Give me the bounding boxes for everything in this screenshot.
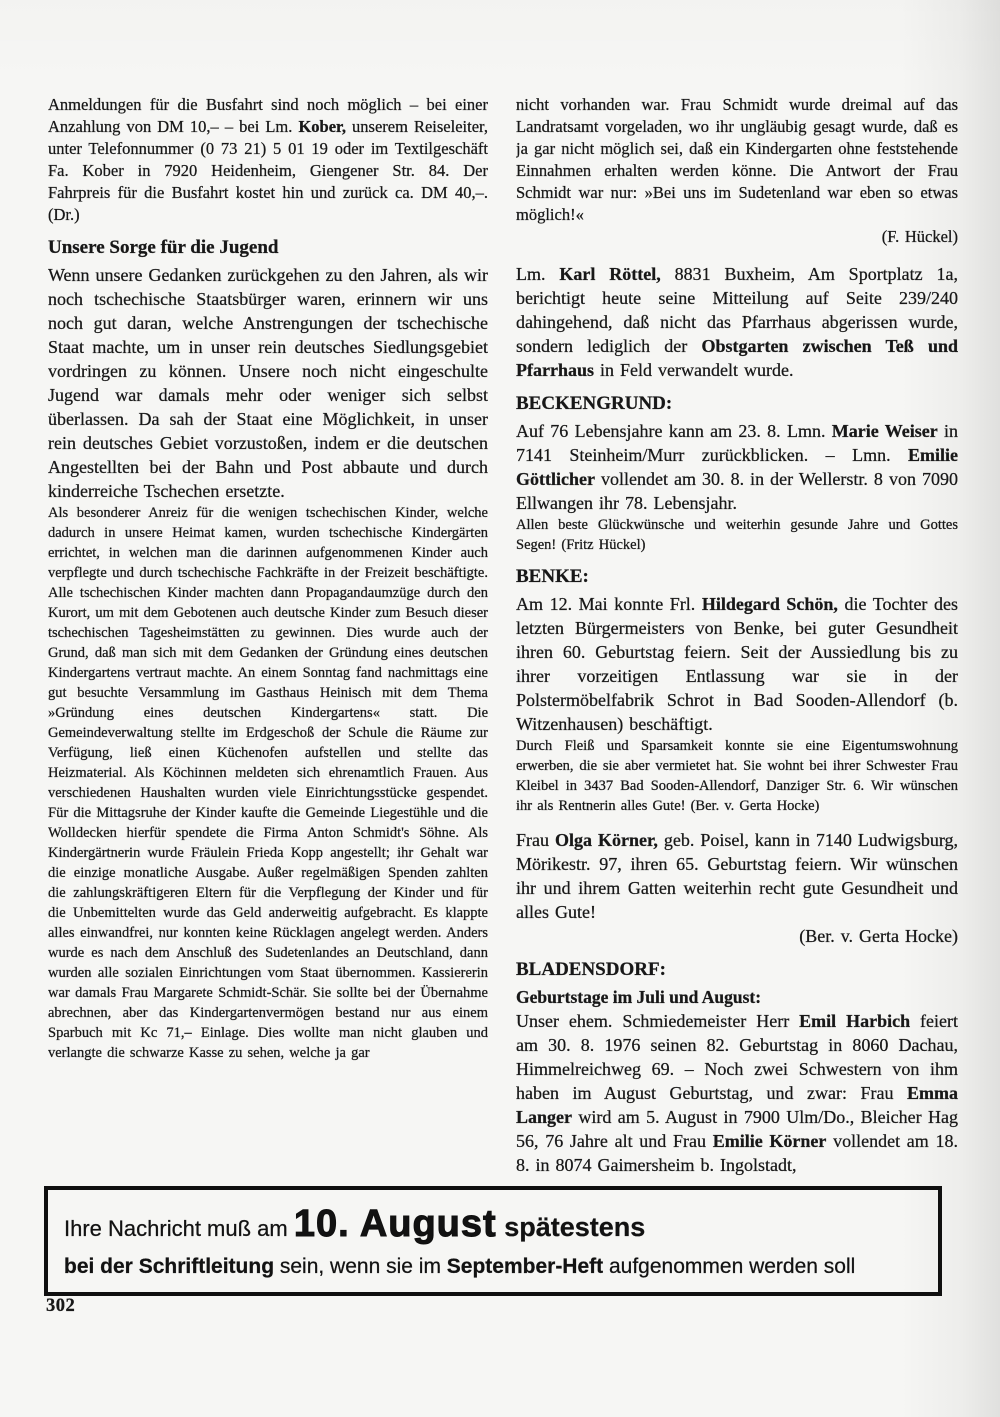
text-segment: Obstgarten zwischen Teß und Pfarrhaus bbox=[516, 336, 958, 380]
text-segment: Frau bbox=[516, 830, 555, 850]
heading-unsere-sorge: Unsere Sorge für die Jugend bbox=[48, 237, 279, 258]
text-segment: Ihre Nachricht muß am bbox=[64, 1216, 294, 1241]
deadline-notice-box bbox=[44, 1186, 942, 1296]
text-segment: Emilie Göttlicher bbox=[516, 445, 958, 489]
text-segment: Kober, bbox=[298, 117, 346, 136]
heading-beckengrund: BECKENGRUND: bbox=[516, 393, 673, 414]
text-segment: Anmeldungen für die Busfahrt sind noch möglich – bei einer Anzahlung von DM 10,– – bei Lm. bbox=[48, 95, 488, 136]
text-segment: Olga Körner, bbox=[555, 830, 658, 850]
subheading-birthdays-july-august: Geburtstage im Juli und August: bbox=[516, 987, 762, 1007]
text-segment: sein, wenn sie im bbox=[274, 1255, 447, 1278]
text-segment: in 7141 Steinheim/Murr zurückblicken. – Lmn. bbox=[516, 421, 958, 465]
text-segment: feiert am 30. 8. 1976 seinen 82. Geburtstag in 8060 Dachau, Himmelreichweg 69. – Noch zwei Schwestern von ihm haben im August Geburtstag, und zwar: Frau bbox=[516, 1011, 958, 1103]
text-segment: aufgenommen werden soll bbox=[603, 1255, 856, 1278]
text-segment: Karl Röttel, bbox=[559, 264, 661, 284]
text-segment: Als besonderer Anreiz für die wenigen tschechischen Kinder, welche dadurch in unsere Heimat kamen, wurden tschechische Kindergärten errichtet, in welchen man die darinnen aufgenommenen Kinder auch verpflegte und durch tschechische Fachkräfte in der Freizeit beschäftigte. Alle tschechischen Kinder machten dann Propagandaumzüge durch den Kurort, um mit dem Gebotenen auch deutsche Kinder zum Besuch dieser tschechischen Tagesheimstätten zu gewinnen. Dies wurde auch der Grund, daß man sich mit dem Gedanken der Gründung eines deutschen Kindergartens vertraut machte. An einem Sonntag fand nachmittags eine gut besuchte Versammlung im Gasthaus Heinisch mit dem Thema »Gründung eines deutschen Kindergartens« statt. Die Gemeindeverwaltung stellte im Erdgeschoß der Schule die Räume zur Verfügung, ließ einen Küchenofen aufstellen und stellte das Heizmaterial. Als Köchinnen meldeten sich ehrenamtlich Frauen. Aus verschiedenen Haushalten wurden viele Einrichtungsstücke gespendet. Für die Mittagsruhe der Kinder kaufte die Gemeinde Liegestühle und die Wolldecken hierfür spendete die Firma Anton Schmidt's Söhne. Als Kindergärtnerin wurde Fräulein Frieda Kopp angestellt; ihr Gehalt war die einzige monatliche Ausgabe. Außer regelmäßigen Spenden zahlten die zahlungskräftigeren Eltern für die Verpflegung der Kinder und für die Unbemittelten wurde das Geld anderweitig aufgebracht. Es klappte alles einwandfrei, nur konnten keine Rücklagen angelegt werden. Anders wurde es nach dem Anschluß des Sudetenlandes an Deutschland, dann wurden alle sozialen Einrichtungen vom Staat übernommen. Kassiererin war damals Frau Margarete Schmidt-Schär. Sie sollte bei der Übernahme abrechnen, aber das Kindergartenvermögen bestand nur aus einem Sparbuch mit Kc 71,– Einlage. Dies wollte man nicht glauben und verlangte die schwarze Kasse zu sehen, welche ja gar bbox=[48, 505, 488, 1061]
right-text-column bbox=[516, 94, 958, 1184]
signature-hueckel-line bbox=[516, 226, 958, 248]
beckengrund-birthdays-paragraph bbox=[516, 419, 958, 515]
deadline-detail-line bbox=[64, 1255, 920, 1279]
text-segment: spätestens bbox=[496, 1212, 646, 1242]
text-segment: Hildegard Schön, bbox=[701, 594, 838, 614]
signature-hocke-line bbox=[516, 924, 958, 948]
text-segment: die Tochter des letzten Bürgermeisters von Benke, bei guter Gesundheit ihren 60. Geburtstag feiern. Seit der Aussiedlung bis zu ihrer vorzeitigen Entlassung war sie in der Polstermöbelfabrik Schrot in Bad Sooden-Allendorf (b. Witzenhausen) beschäftigt. bbox=[516, 594, 958, 734]
text-segment: Emilie Körner bbox=[712, 1131, 827, 1151]
text-segment: nicht vorhanden war. Frau Schmidt wurde dreimal auf das Landratsamt vorgeladen, wo ihr ungläubig gesagt wurde, daß es ja gar nicht möglich sei, daß ein Kindergarten ohne feststehende Einnahmen erhalten werden könne. Die Antwort der Frau Schmidt war nur: »Bei uns im Sudetenland war eben so etwas möglich!« bbox=[516, 95, 958, 224]
kindergarten-continuation-paragraph bbox=[516, 94, 958, 226]
roettel-correction-paragraph bbox=[516, 262, 958, 382]
text-segment: geb. Poisel, kann in 7140 Ludwigsburg, Mörikestr. 97, ihren 65. Geburtstag feiern. Wir wünschen ihr und ihrem Gatten weiterhin recht gute Gesundheit und alles Gute! bbox=[516, 830, 958, 922]
page-number: 302 bbox=[46, 1296, 76, 1316]
text-segment: (F. Hückel) bbox=[881, 227, 958, 246]
beckengrund-wishes-paragraph bbox=[516, 515, 958, 555]
text-segment: in Feld verwandelt wurde. bbox=[594, 360, 794, 380]
text-segment: Durch Fleiß und Sparsamkeit konnte sie eine Eigentumswohnung erwerben, die sie aber vermietet hat. Sie wohnt bei ihrer Schwester Frau Kleibel in 3437 Bad Sooden-Allendorf, Danziger Str. 6. Wir wünschen ihr als Rentnerin alles Gute! (Ber. v. Gerta Hocke) bbox=[516, 738, 958, 814]
text-segment: Am 12. Mai konnte Frl. bbox=[516, 594, 702, 614]
text-segment: Wenn unsere Gedanken zurückgehen zu den Jahren, als wir noch tschechische Staatsbürger waren, erinnern wir uns noch gut daran, welche Anstrengungen der tschechische Staat machte, um in unser rein deutsches Siedlungsgebiet vordringen zu können. Unsere noch nicht eingeschulte Jugend war damals mehr oder weniger sich selbst überlassen. Da sah der Staat eine Möglichkeit, in unser rein deutsches Gebiet vorzustoßen, indem er die deutschen Angestellten bei der Bahn und Post abbaute und durch kinderreiche Tschechen ersetzte. bbox=[48, 265, 488, 501]
benke-schoen-paragraph bbox=[516, 592, 958, 736]
text-segment: Emma Langer bbox=[516, 1083, 958, 1127]
text-segment: September-Heft bbox=[446, 1255, 604, 1278]
heading-benke: BENKE: bbox=[516, 566, 589, 587]
text-segment: bei der Schriftleitung bbox=[64, 1255, 275, 1278]
text-segment: Auf 76 Lebensjahre kann am 23. 8. Lmn. bbox=[516, 421, 832, 441]
text-segment: Allen beste Glückwünsche und weiterhin gesunde Jahre und Gottes Segen! (Fritz Hückel) bbox=[516, 517, 958, 553]
koerner-birthday-paragraph bbox=[516, 828, 958, 924]
text-segment: Emil Harbich bbox=[799, 1011, 911, 1031]
deadline-line bbox=[64, 1203, 920, 1246]
text-segment: 10. August bbox=[293, 1203, 497, 1245]
left-text-column bbox=[48, 94, 488, 1184]
text-segment: Lm. bbox=[516, 264, 560, 284]
bladensdorf-birthdays-paragraph bbox=[516, 1009, 958, 1177]
youth-care-paragraph bbox=[48, 263, 488, 503]
text-segment: wird am 5. August in 7900 Ulm/Do., Bleicher Hag 56, 76 Jahre alt und Frau bbox=[516, 1107, 958, 1151]
text-segment: Unser ehem. Schmiedemeister Herr bbox=[516, 1011, 800, 1031]
text-segment: 8831 Buxheim, Am Sportplatz 1a, berichtigt heute seine Mitteilung auf Seite 239/240 dahingehend, daß nicht das Pfarrhaus abgerissen wurde, sondern lediglich der bbox=[516, 264, 958, 356]
text-segment: unserem Reiseleiter, unter Telefonnummer (0 73 21) 5 01 19 oder im Textilgeschäft Fa. Kober in 7920 Heidenheim, Giengener Str. 84. Der Fahrpreis für die Busfahrt kostet hin und zurück ca. DM 40,–. (Dr.) bbox=[48, 117, 488, 224]
kindergarten-history-paragraph bbox=[48, 503, 488, 1063]
benke-schoen-details-paragraph bbox=[516, 736, 958, 816]
bus-trip-notice-paragraph bbox=[48, 94, 488, 226]
text-segment: Marie Weiser bbox=[831, 421, 938, 441]
text-segment: (Ber. v. Gerta Hocke) bbox=[799, 926, 958, 946]
text-segment: vollendet am 18. 8. in 8074 Gaimersheim b. Ingolstadt, bbox=[516, 1131, 958, 1175]
text-segment: vollendet am 30. 8. in der Wellerstr. 8 von 7090 Ellwangen ihr 78. Lebensjahr. bbox=[516, 469, 958, 513]
heading-bladensdorf: BLADENSDORF: bbox=[516, 959, 666, 980]
